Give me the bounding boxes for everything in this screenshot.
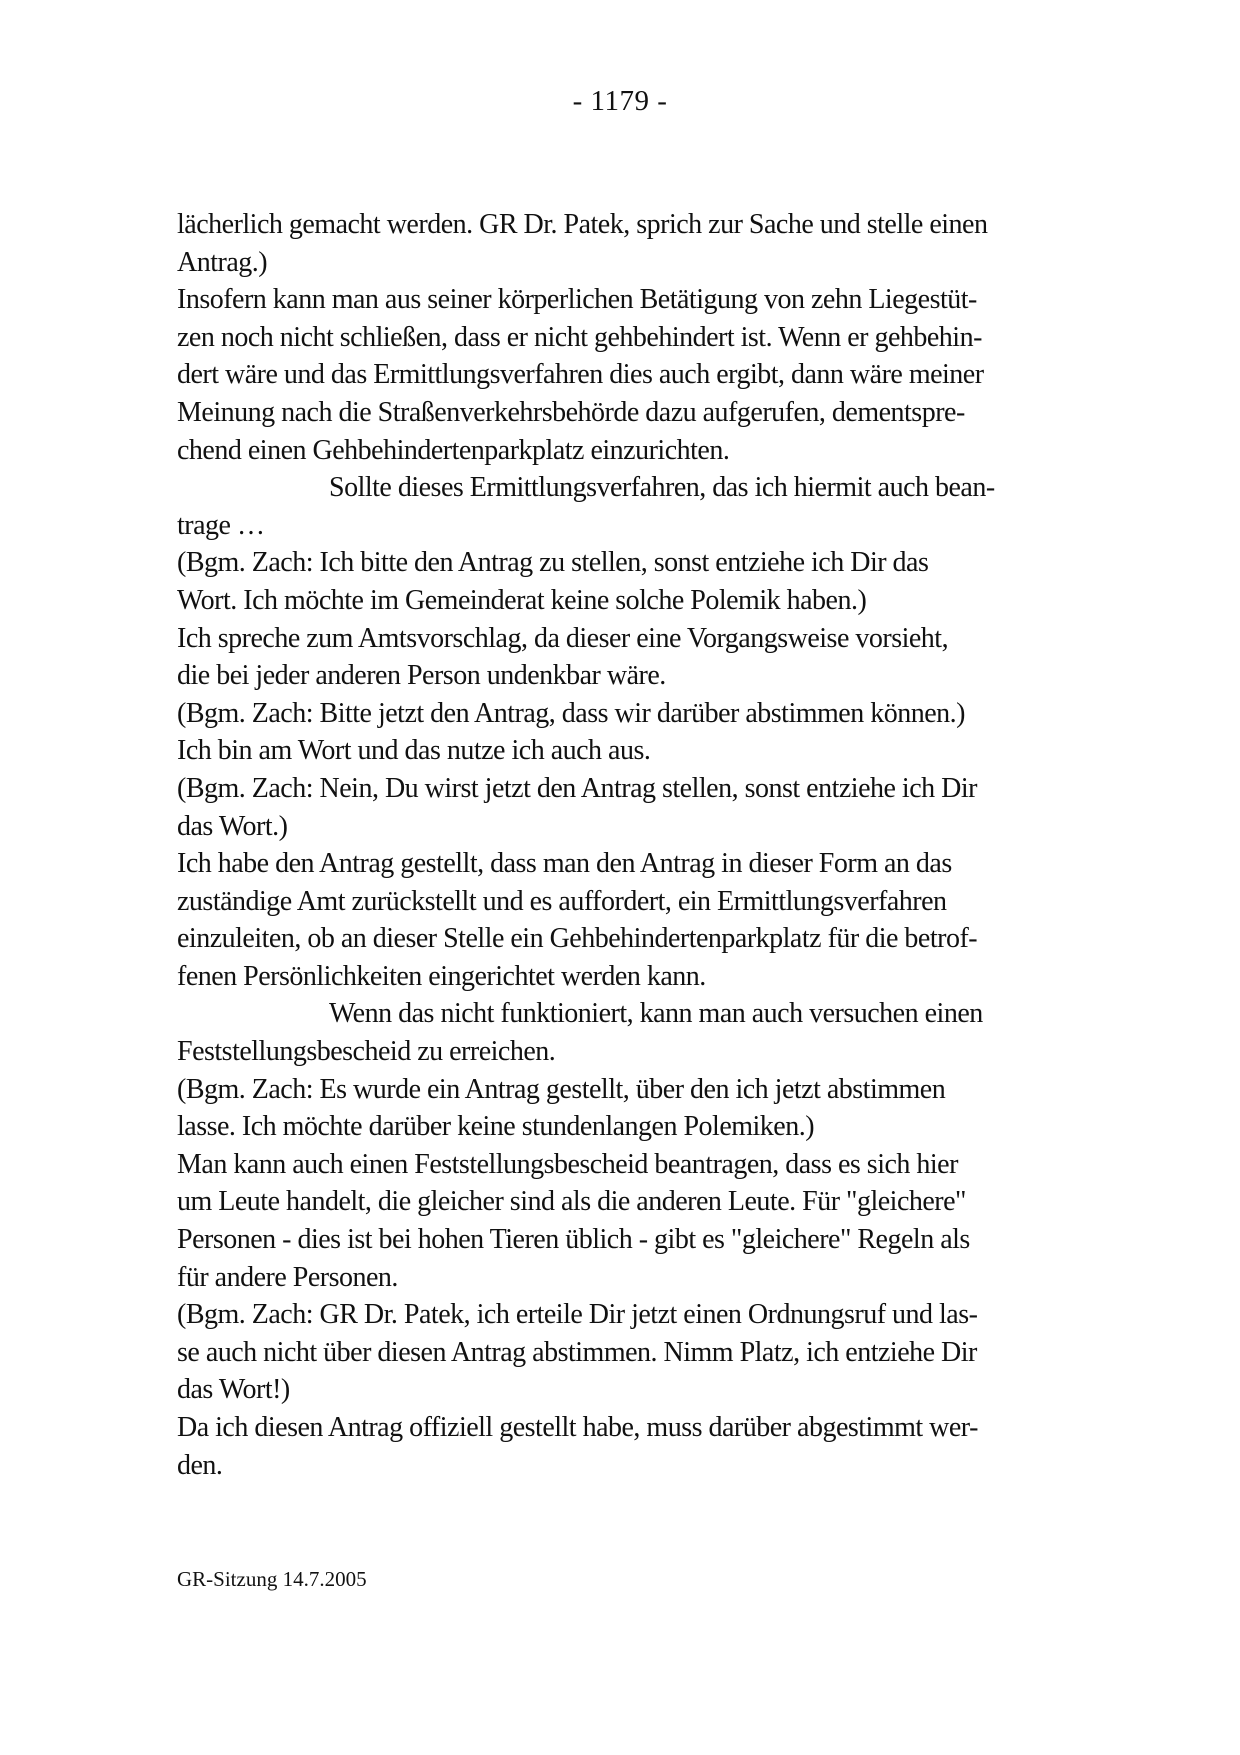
text-line: (Bgm. Zach: GR Dr. Patek, ich erteile Dir jetzt einen Ordnungsruf und las- xyxy=(177,1299,978,1331)
text-line: chend einen Gehbehindertenparkplatz einzurichten. xyxy=(177,434,730,466)
text-line: den. xyxy=(177,1449,223,1481)
text-line: für andere Personen. xyxy=(177,1261,398,1293)
text-line: Antrag.) xyxy=(177,246,268,278)
text-line: lasse. Ich möchte darüber keine stundenlangen Polemiken.) xyxy=(177,1111,815,1143)
document-body xyxy=(177,206,1137,1484)
text-line: Ich spreche zum Amtsvorschlag, da dieser eine Vorgangsweise vorsieht, xyxy=(177,622,949,654)
text-line: Meinung nach die Straßenverkehrsbehörde dazu aufgerufen, dementspre- xyxy=(177,396,965,428)
text-line: Ich habe den Antrag gestellt, dass man den Antrag in dieser Form an das xyxy=(177,848,952,880)
text-line: dert wäre und das Ermittlungsverfahren dies auch ergibt, dann wäre meiner xyxy=(177,359,984,391)
text-line: das Wort!) xyxy=(177,1374,290,1406)
text-line: Personen - dies ist bei hohen Tieren üblich - gibt es "gleichere" Regeln als xyxy=(177,1224,970,1256)
text-line: se auch nicht über diesen Antrag abstimmen. Nimm Platz, ich entziehe Dir xyxy=(177,1336,977,1368)
text-line: Da ich diesen Antrag offiziell gestellt habe, muss darüber abgestimmt wer- xyxy=(177,1412,978,1443)
text-line: (Bgm. Zach: Nein, Du wirst jetzt den Antrag stellen, sonst entziehe ich Dir xyxy=(177,772,977,804)
text-line: lächerlich gemacht werden. GR Dr. Patek, sprich zur Sache und stelle einen xyxy=(177,209,988,240)
text-line: (Bgm. Zach: Es wurde ein Antrag gestellt, über den ich jetzt abstimmen xyxy=(177,1073,946,1105)
text-line: zen noch nicht schließen, dass er nicht gehbehindert ist. Wenn er gehbehin- xyxy=(177,321,982,353)
text-line: Sollte dieses Ermittlungsverfahren, das ich hiermit auch bean- xyxy=(329,472,995,504)
page-number: - 1179 - xyxy=(572,85,668,117)
text-line: um Leute handelt, die gleicher sind als die anderen Leute. Für "gleichere" xyxy=(177,1186,966,1218)
footer-session-label: GR-Sitzung 14.7.2005 xyxy=(177,1567,367,1591)
text-line: (Bgm. Zach: Ich bitte den Antrag zu stellen, sonst entziehe ich Dir das xyxy=(177,547,929,579)
text-line: Ich bin am Wort und das nutze ich auch aus. xyxy=(177,735,651,767)
text-line: (Bgm. Zach: Bitte jetzt den Antrag, dass wir darüber abstimmen können.) xyxy=(177,697,965,729)
text-line: einzuleiten, ob an dieser Stelle ein Gehbehindertenparkplatz für die betrof- xyxy=(177,923,978,955)
text-line: Wenn das nicht funktioniert, kann man auch versuchen einen xyxy=(329,998,983,1030)
text-line: trage … xyxy=(177,509,265,541)
text-line: Man kann auch einen Feststellungsbescheid beantragen, dass es sich hier xyxy=(177,1148,958,1180)
text-line: Feststellungsbescheid zu erreichen. xyxy=(177,1036,556,1068)
text-line: fenen Persönlichkeiten eingerichtet werden kann. xyxy=(177,960,706,992)
text-line: die bei jeder anderen Person undenkbar wäre. xyxy=(177,660,666,692)
text-line: zuständige Amt zurückstellt und es auffordert, ein Ermittlungsverfahren xyxy=(177,885,947,917)
text-line: Insofern kann man aus seiner körperlichen Betätigung von zehn Liegestüt- xyxy=(177,284,977,316)
text-line: das Wort.) xyxy=(177,810,288,842)
text-line: Wort. Ich möchte im Gemeinderat keine solche Polemik haben.) xyxy=(177,584,867,616)
